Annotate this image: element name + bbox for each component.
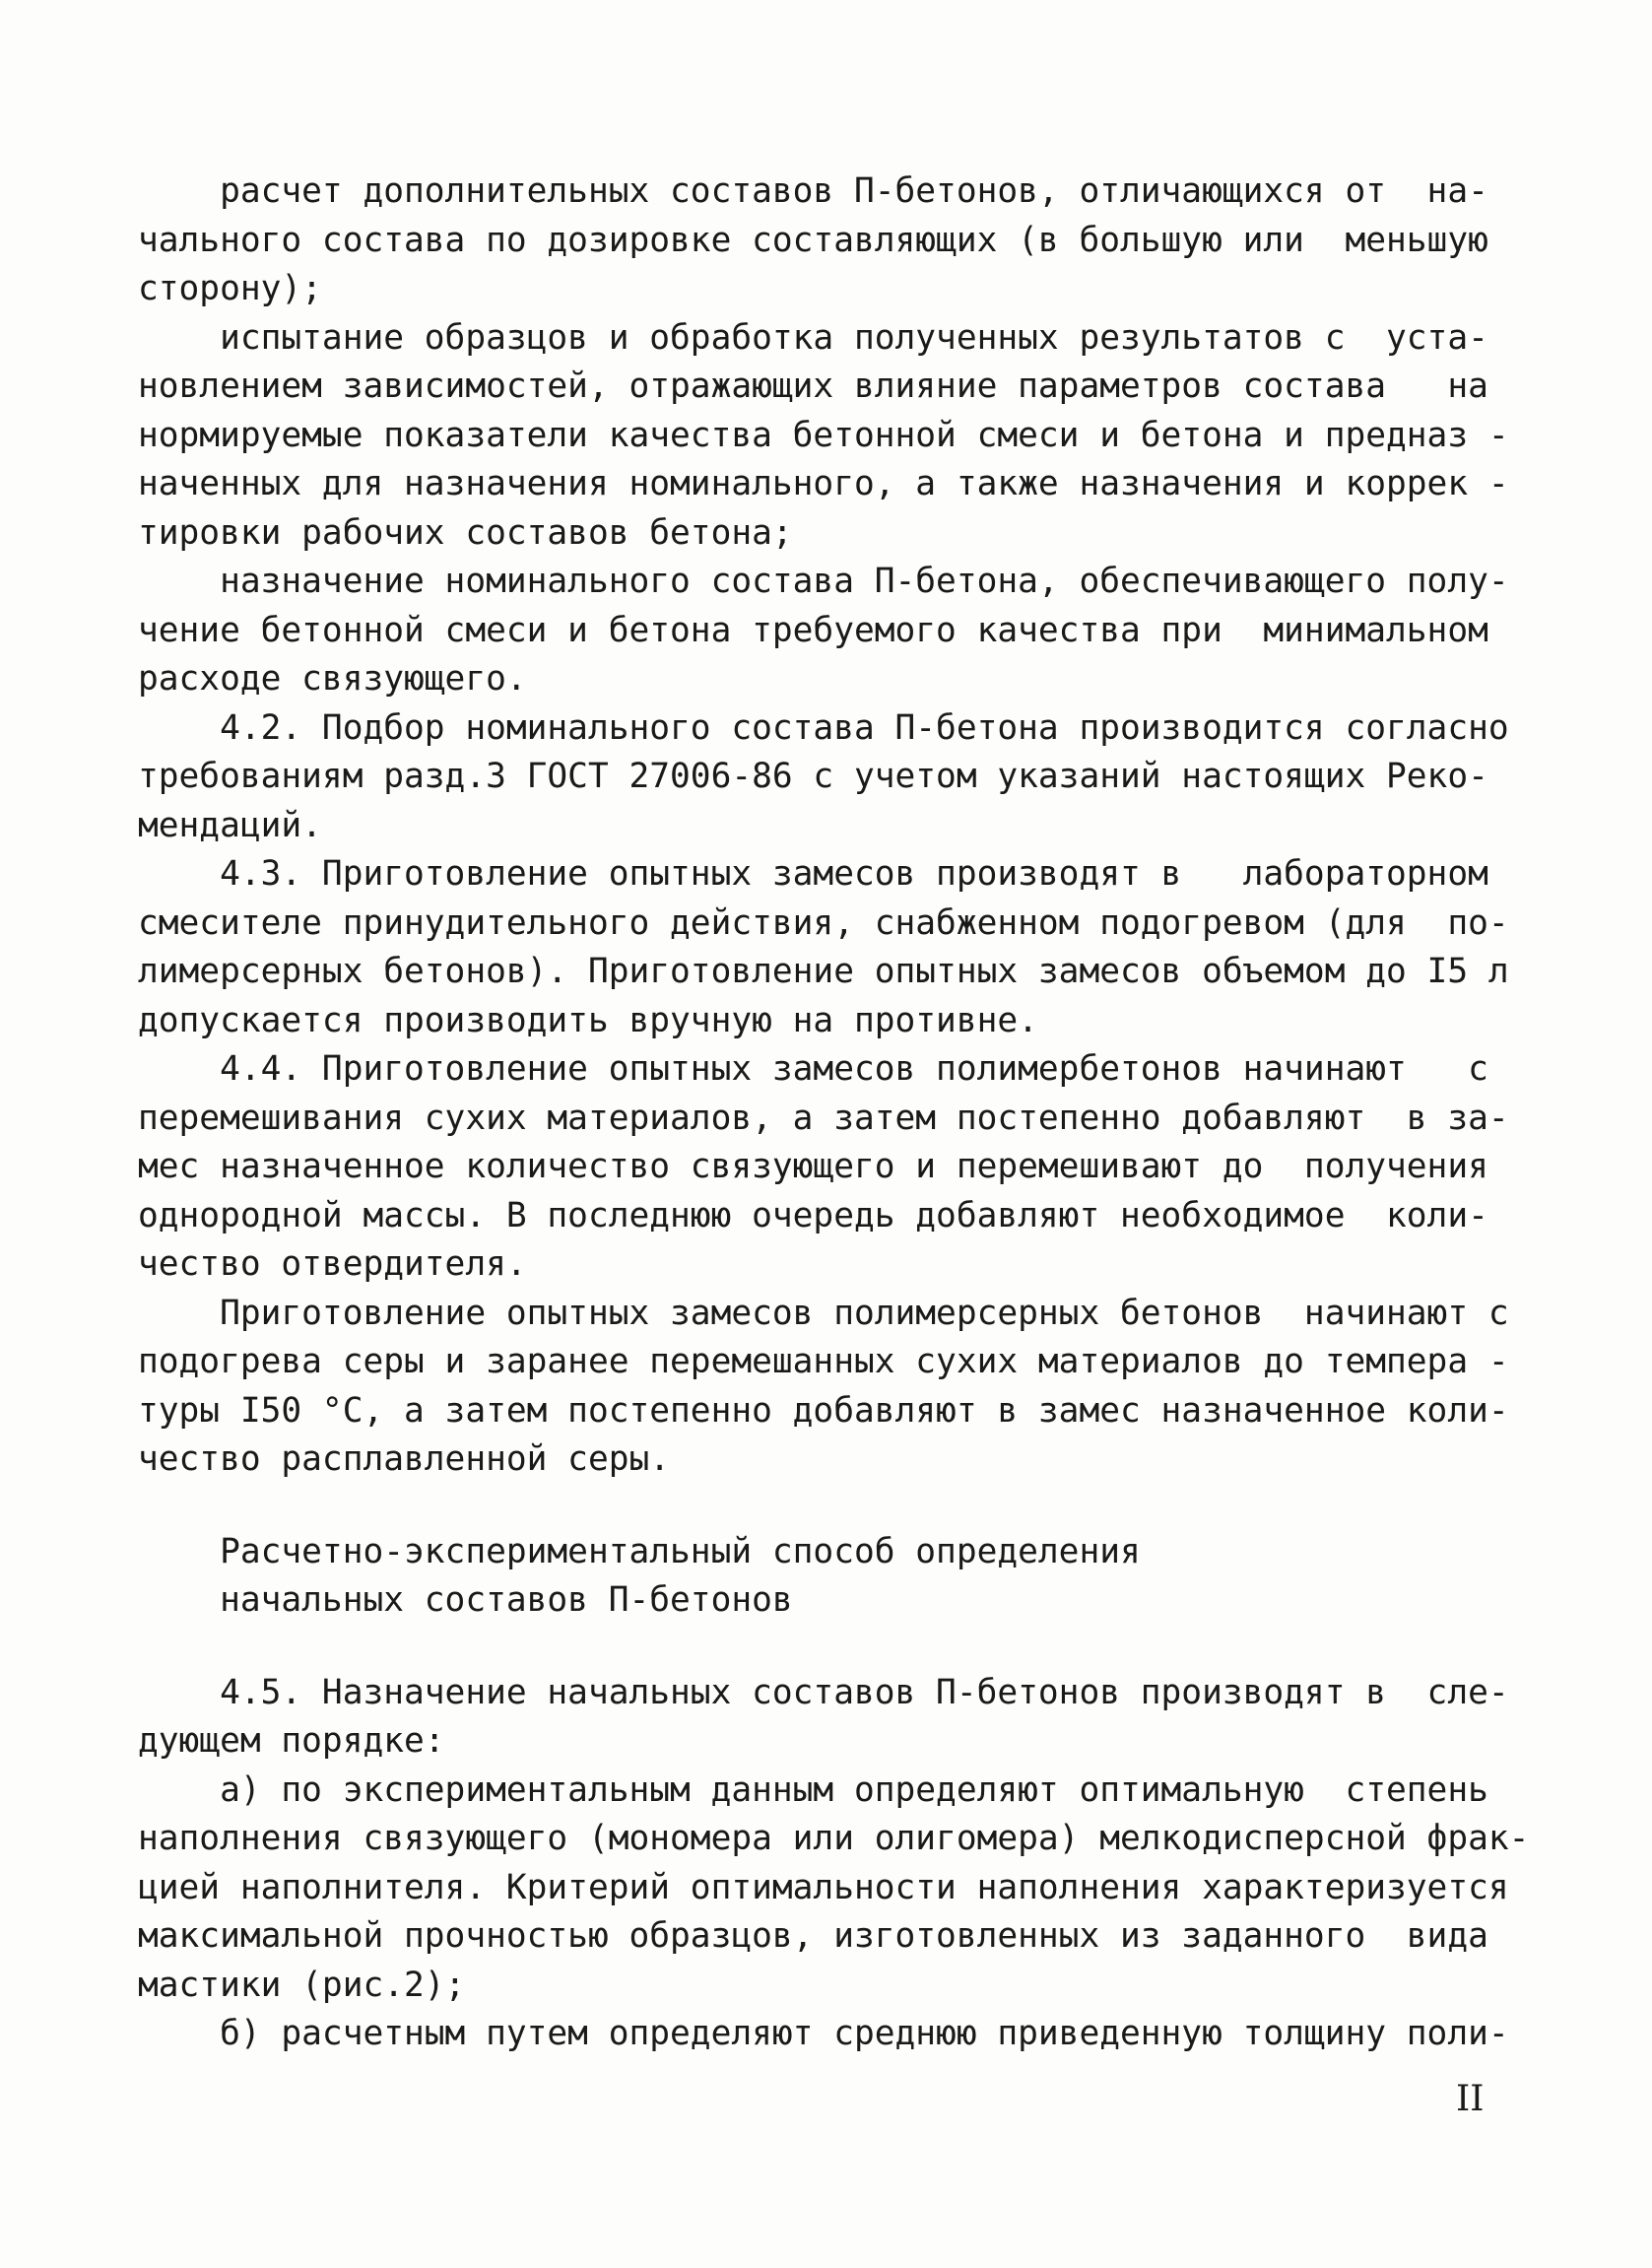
text-line: нормируемые показатели качества бетонной смеси и бетона и предназ - [138, 415, 1509, 455]
text-line: чение бетонной смеси и бетона требуемого качества при минимальном [138, 610, 1488, 650]
text-line: цией наполнителя. Критерий оптимальности наполнения характеризуется [138, 1867, 1509, 1907]
text-line: подогрева серы и заранее перемешанных сухих материалов до темпера - [138, 1342, 1509, 1381]
paragraph-4-4 [138, 1045, 1509, 1290]
heading-line: начальных составов П-бетонов [138, 1580, 793, 1620]
text-line: испытание образцов и обработка полученных результатов с уста- [138, 317, 1488, 358]
text-line: наченных для назначения номинального, а также назначения и коррек - [138, 464, 1509, 503]
paragraph-p2 [138, 314, 1509, 559]
text-line: мес назначенное количество связующего и перемешивают до получения [138, 1147, 1488, 1186]
paragraph-4-5 [138, 1669, 1509, 1767]
text-line: чество расплавленной серы. [138, 1439, 671, 1479]
text-line: допускается производить вручную на противне. [138, 1000, 1038, 1040]
paragraph-p1 [138, 167, 1497, 314]
text-line: мендаций. [138, 805, 322, 845]
paragraph-item-b [138, 2010, 1509, 2059]
text-line: лимерсерных бетонов). Приготовление опытных замесов объемом до I5 л [138, 952, 1509, 991]
spacer [138, 1626, 1497, 1669]
text-line: Приготовление опытных замесов полимерсерных бетонов начинают с [138, 1293, 1509, 1333]
text-line: новлением зависимостей, отражающих влияние параметров состава на [138, 367, 1488, 406]
text-line: туры I50 °С, а затем постепенно добавляют в замес назначенное коли- [138, 1390, 1509, 1431]
text-line: наполнения связующего (мономера или олигомера) мелкодисперсной фрак- [138, 1819, 1530, 1858]
text-line: сторону); [138, 269, 322, 308]
text-line: перемешивания сухих материалов, а затем постепенно добавляют в за- [138, 1098, 1509, 1138]
paragraph-sulfur-concrete [138, 1290, 1509, 1485]
section-heading [138, 1528, 1497, 1626]
text-line: однородной массы. В последнюю очередь добавляют необходимое коли- [138, 1195, 1488, 1235]
paragraph-item-a [138, 1767, 1530, 2011]
text-line: 4.3. Приготовление опытных замесов производят в лабораторном [138, 854, 1488, 894]
page-number: II [1456, 2079, 1485, 2119]
text-line: максимальной прочностью образцов, изготовленных из заданного вида [138, 1916, 1488, 1956]
text-line: смесителе принудительного действия, снабженном подогревом (для по- [138, 902, 1509, 943]
text-line: требованиям разд.3 ГОСТ 27006-86 с учетом указаний настоящих Реко- [138, 757, 1488, 796]
paragraph-p3 [138, 558, 1509, 704]
heading-line: Расчетно-экспериментальный способ определения [138, 1531, 1141, 1571]
text-line: 4.4. Приготовление опытных замесов полимербетонов начинают с [138, 1049, 1488, 1089]
spacer [138, 1485, 1497, 1528]
text-line: дующем порядке: [138, 1721, 445, 1761]
paragraph-4-3 [138, 850, 1509, 1045]
text-line: 4.2. Подбор номинального состава П-бетона производится согласно [138, 707, 1509, 748]
text-line: мастики (рис.2); [138, 1965, 466, 2005]
text-line: расчет дополнительных составов П-бетонов, отличающихся от на- [138, 171, 1488, 211]
text-line: назначение номинального состава П-бетона, обеспечивающего полу- [138, 562, 1509, 601]
text-line: чального состава по дозировке составляющих (в большую или меньшую [138, 220, 1488, 260]
document-body [138, 167, 1530, 2059]
text-line: тировки рабочих составов бетона; [138, 512, 793, 553]
text-line: расходе связующего. [138, 659, 527, 699]
text-line: а) по экспериментальным данным определяют оптимальную степень [138, 1769, 1488, 1810]
text-line: 4.5. Назначение начальных составов П-бетонов производят в сле- [138, 1672, 1509, 1712]
paragraph-4-2 [138, 704, 1509, 851]
text-line: чество отвердителя. [138, 1244, 527, 1284]
text-line: б) расчетным путем определяют среднюю приведенную толщину поли- [138, 2014, 1509, 2053]
